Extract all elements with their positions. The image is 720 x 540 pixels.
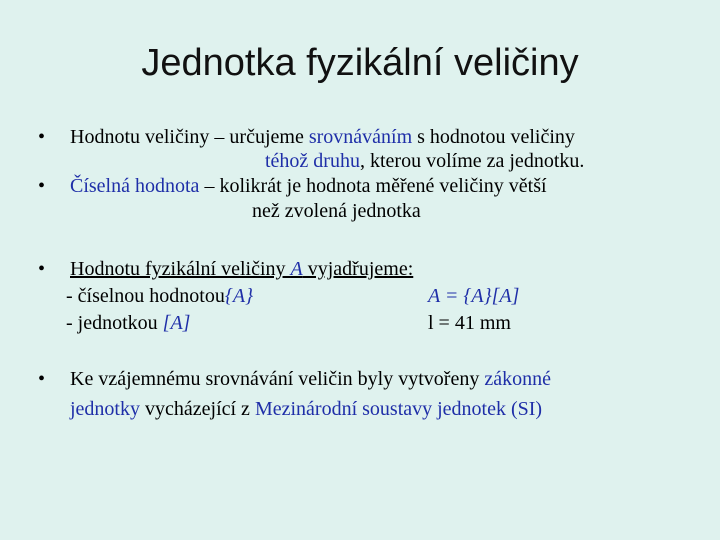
bullet-3-heading <box>70 257 413 281</box>
highlight-text: jednotky <box>70 398 140 420</box>
numeric-value-row <box>66 284 253 308</box>
bullet-marker: • <box>38 258 46 280</box>
text: vyjadřujeme: <box>302 258 414 280</box>
bullet-1-line-2 <box>265 149 584 173</box>
unit-row <box>66 311 190 335</box>
bullet-marker: • <box>38 126 46 148</box>
text: Ke vzájemnému srovnávání veličin byly vytvořeny <box>70 368 485 390</box>
text: - jednotkou <box>66 312 163 334</box>
text: , kterou volíme za jednotku. <box>359 150 585 172</box>
highlight-text: Mezinárodní soustavy jednotek (SI) <box>254 398 543 420</box>
highlight-text: srovnáváním <box>308 126 413 148</box>
highlight-text: Číselná hodnota <box>70 175 200 197</box>
formula: {A} <box>224 285 254 307</box>
text: - číselnou hodnotou <box>66 285 225 307</box>
bullet-marker: • <box>38 175 46 197</box>
bullet-4-line-1 <box>70 367 551 391</box>
formula: [A] <box>162 312 191 334</box>
text: – kolikrát je hodnota měřené veličiny větší <box>199 175 547 197</box>
page-title: Jednotka fyzikální veličiny <box>141 42 579 84</box>
bullet-4-line-2 <box>70 397 542 421</box>
bullet-1-line-1 <box>70 125 575 149</box>
bullet-2-line-2: než zvolená jednotka <box>252 200 421 222</box>
text: vycházející z <box>140 398 255 420</box>
text: Hodnotu veličiny – určujeme <box>70 126 309 148</box>
formula-example: l = 41 mm <box>428 312 511 334</box>
highlight-text: zákonné <box>484 368 551 390</box>
quantity-symbol: A <box>290 258 303 280</box>
formula-main: A = {A}[A] <box>428 285 520 307</box>
bullet-2-line-1 <box>70 174 547 198</box>
highlight-text: téhož druhu <box>265 150 360 172</box>
text: s hodnotou veličiny <box>412 126 575 148</box>
text: Hodnotu fyzikální veličiny <box>70 258 291 280</box>
bullet-marker: • <box>38 368 46 390</box>
